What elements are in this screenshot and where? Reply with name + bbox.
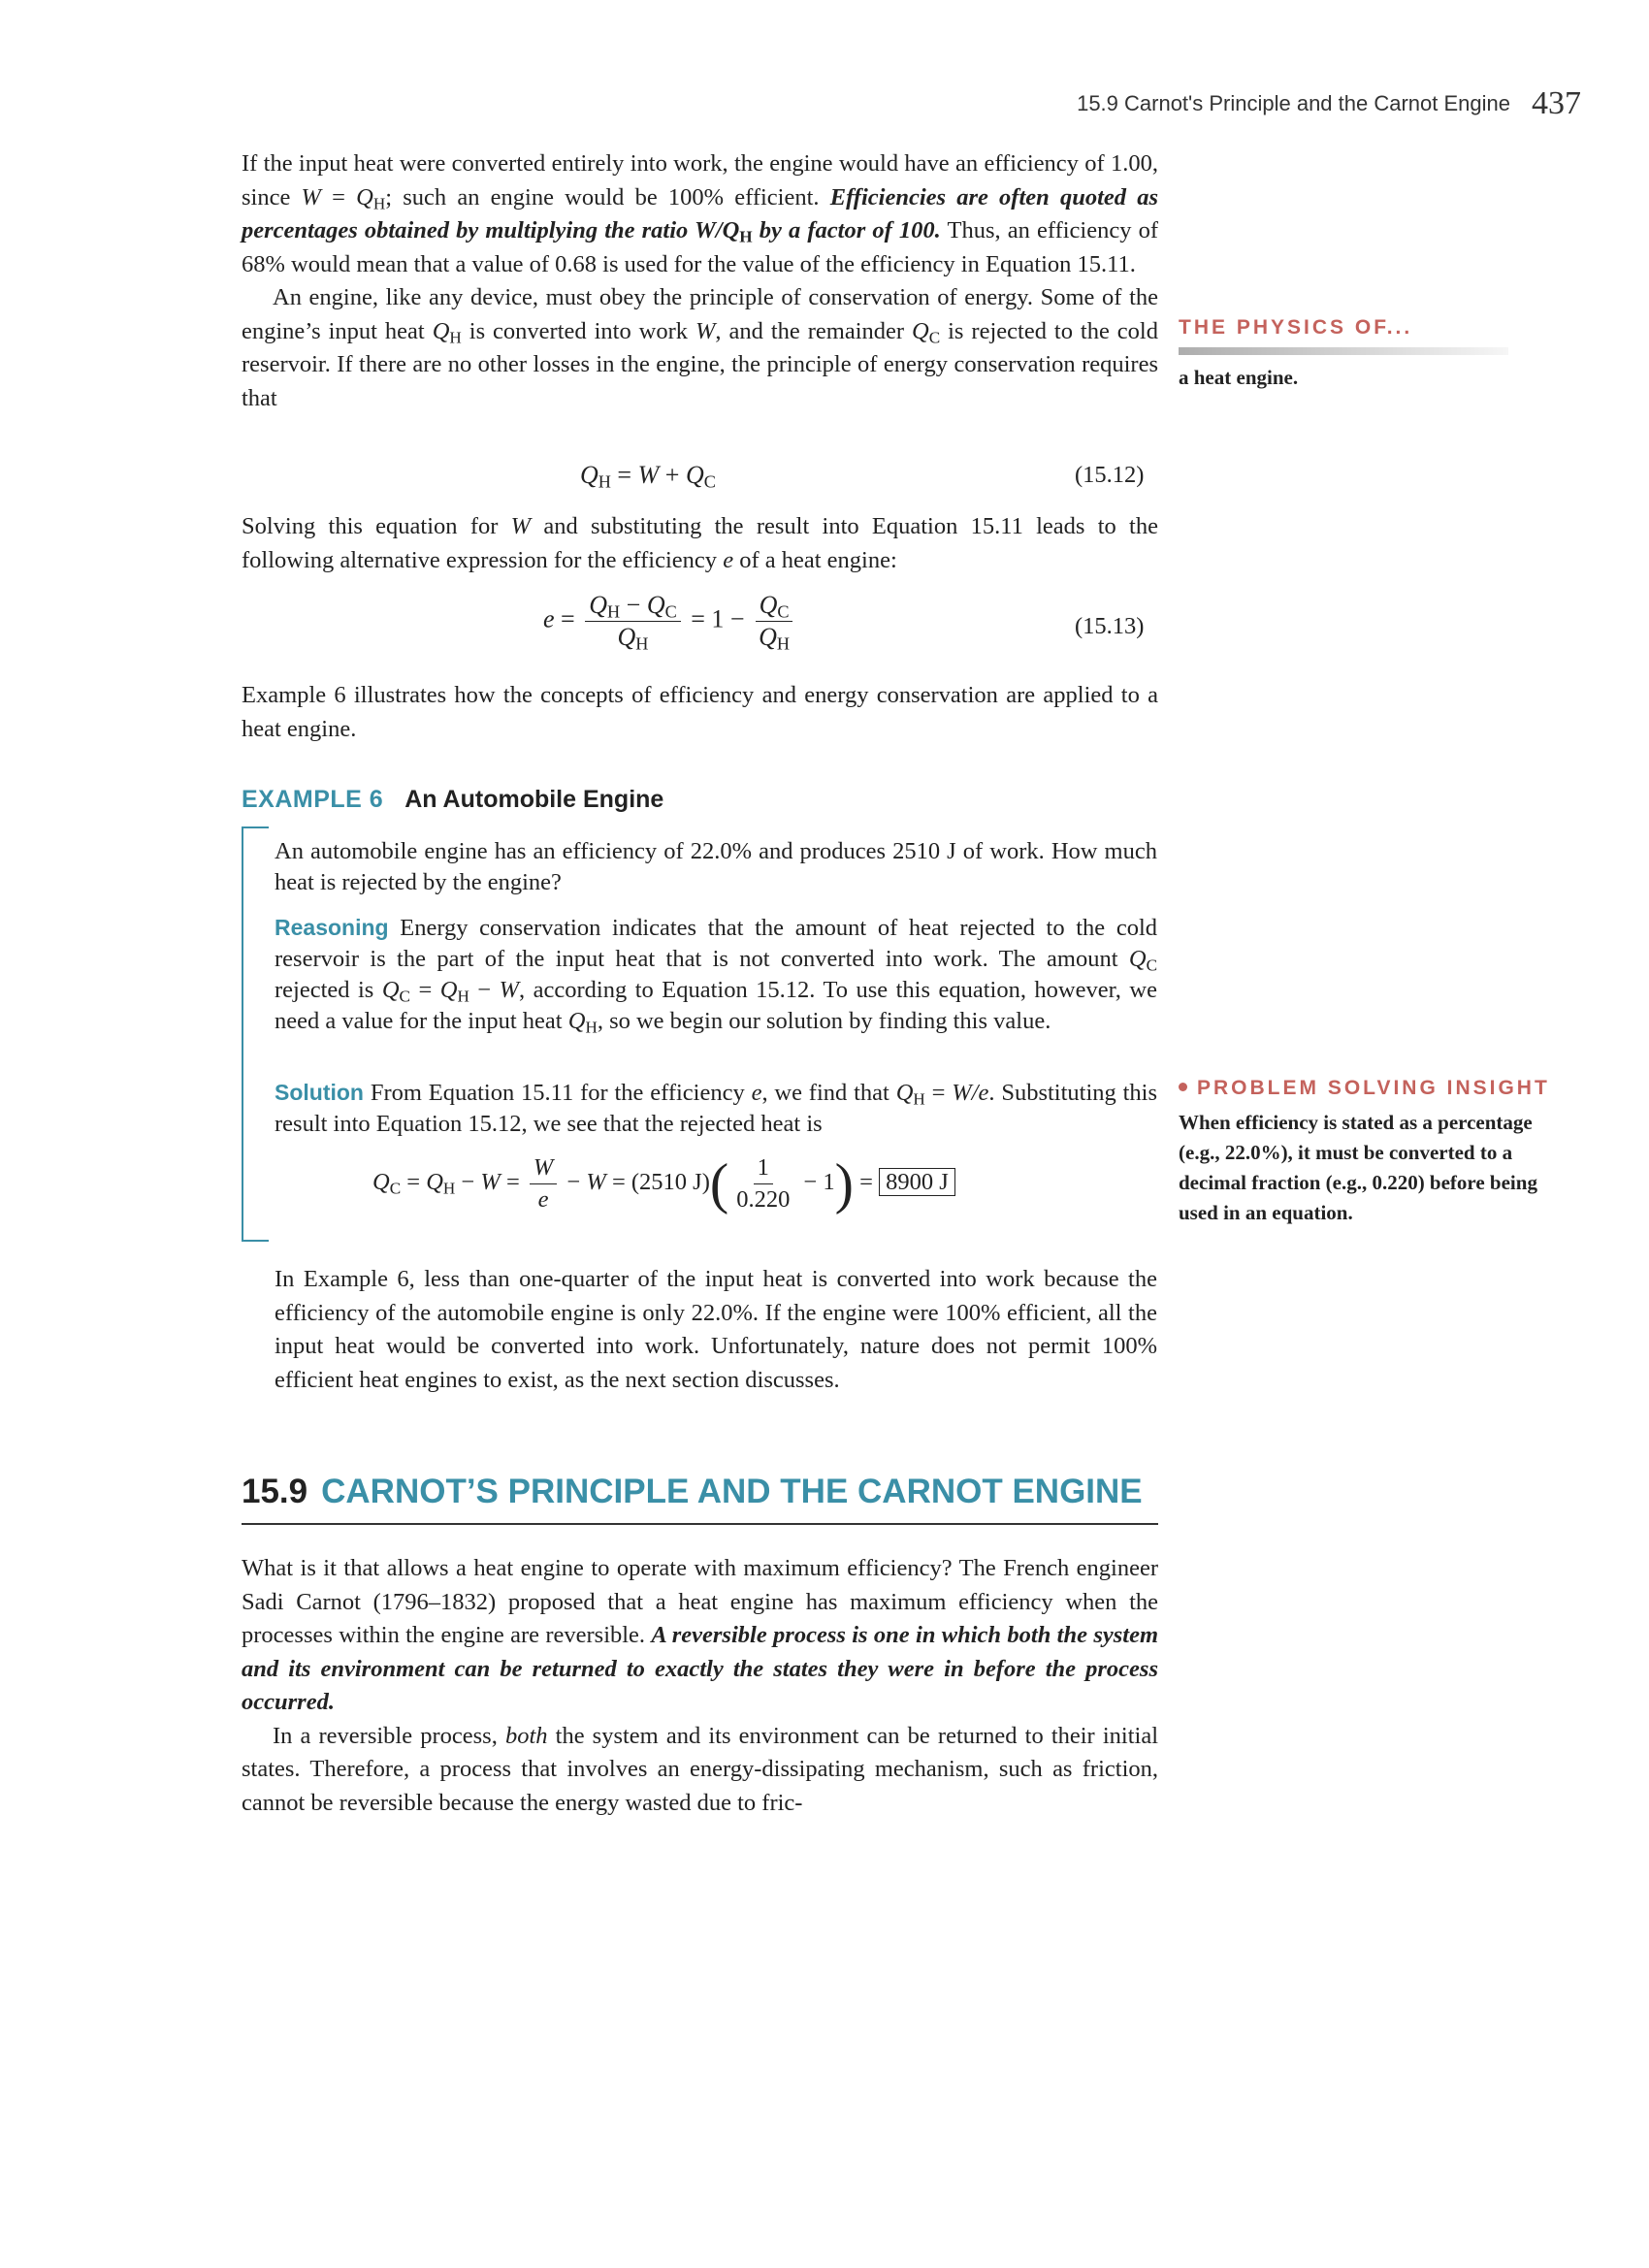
paragraph-efficiency: If the input heat were converted entirely into work, the engine would have an efficiency of 1.00, since $W = Q_H$; such an engine would be 100% efficient. Efficiencies are often quoted as percentages obtained by multiplying the ratio $W/Q_H$ by a factor of 100. Thus, an efficiency of 68% would mean that a value of 0.68 is used for the value of the efficiency in Equation 15.11. <box>242 150 1159 277</box>
example-answer: 8900 J <box>879 1168 955 1196</box>
insight-text: When efficiency is stated as a percentage (e.g., 22.0%), it must be converted to a decimal fraction (e.g., 0.220) before being used in an equation. <box>1179 1111 1537 1224</box>
example-label: EXAMPLE 6 <box>242 786 384 813</box>
paragraph-carnot: What is it that allows a heat engine to operate with maximum efficiency? The French engineer Sadi Carnot (1796–1832) proposed that a heat engine has maximum efficiency when the processes within the engine are reversible. A reversible process is one in which both the system and its environment can be returned to exactly the states they were in before the process occurred. <box>242 1555 1158 1715</box>
carnot-block <box>242 1552 1158 1820</box>
physics-of-text: a heat engine. <box>1179 366 1299 389</box>
paragraph-example-discussion: In Example 6, less than one-quarter of the input heat is converted into work because the efficiency of the automobile engine is only 22.0%. If the engine were 100% efficient, all the input heat would be converted into work. Unfortunately, nature does not permit 100% efficient heat engines to exist, as the next section discusses. <box>275 1266 1157 1393</box>
paragraph-example-intro: Example 6 illustrates how the concepts of efficiency and energy conservation are applied to a heat engine. <box>242 682 1158 742</box>
equation-15-12: $Q_H = W + Q_C$ <box>580 461 716 492</box>
example-problem: An automobile engine has an efficiency of 22.0% and produces 2510 J of work. How much heat is rejected by the engine? <box>275 838 1157 895</box>
equation-number-15-12: (15.12) <box>1075 462 1145 488</box>
example-title: An Automobile Engine <box>404 786 664 813</box>
example-reasoning: Reasoning Energy conservation indicates that the amount of heat rejected to the cold reservoir is the part of the input heat that is not converted into work. The amount $Q_C$ rejected is $Q_C = Q_H - W$, according to Equation 15.12. To use this equation, however, we need a value for the input heat $Q_H$, so we begin our solution by finding this value. <box>275 915 1157 1037</box>
bullet-icon <box>1179 1083 1187 1091</box>
solution-label: Solution <box>275 1080 364 1105</box>
physics-of-rule <box>1179 347 1508 355</box>
intro-block <box>242 147 1158 415</box>
section-heading <box>242 1473 1158 1525</box>
paragraph-reversible: In a reversible process, both the system and its environment can be returned to their initial states. Therefore, a process that involves an energy-dissipating mechanism, such as friction, cannot be reversible because the energy wasted due to fric- <box>242 1722 1158 1816</box>
insight-label: PROBLEM SOLVING INSIGHT <box>1179 1077 1550 1100</box>
reasoning-label: Reasoning <box>275 915 389 940</box>
paragraph-alternative: Solving this equation for W and substituting the result into Equation 15.11 leads to the following alternative expression for the efficiency e of a heat engine: <box>242 513 1158 573</box>
example-solution: Solution From Equation 15.11 for the efficiency e, we find that $Q_H = W/e$. Substituting this result into Equation 15.12, we see that the rejected heat is <box>275 1080 1157 1137</box>
page-number: 437 <box>1532 85 1581 121</box>
paragraph-energy-conservation: An engine, like any device, must obey the principle of conservation of energy. Some of the engine’s input heat $Q_H$ is converted into work W, and the remainder $Q_C$ is rejected to the cold reservoir. If there are no other losses in the engine, the principle of energy conservation requires that <box>242 284 1158 411</box>
equation-15-13: e = $\frac{Q_H - Q_C}{Q_H}$ = 1 − $\frac{Q_C}{Q_H}$ <box>543 590 797 653</box>
running-header <box>1077 85 1581 122</box>
example-solution-equation: $Q_C = Q_H - W$ = $\frac{W}{e}$ − W = (2510 J)( $\frac{1}{0.220}$ − 1) = 8900 J <box>372 1152 955 1215</box>
running-title: 15.9 Carnot's Principle and the Carnot Engine <box>1077 91 1510 115</box>
physics-of-label: THE PHYSICS OF... <box>1179 316 1413 339</box>
section-title: CARNOT’S PRINCIPLE AND THE CARNOT ENGINE <box>321 1473 1143 1510</box>
equation-number-15-13: (15.13) <box>1075 613 1145 639</box>
example-bracket <box>242 826 269 1242</box>
section-number: 15.9 <box>242 1473 308 1510</box>
example-heading <box>242 786 663 814</box>
